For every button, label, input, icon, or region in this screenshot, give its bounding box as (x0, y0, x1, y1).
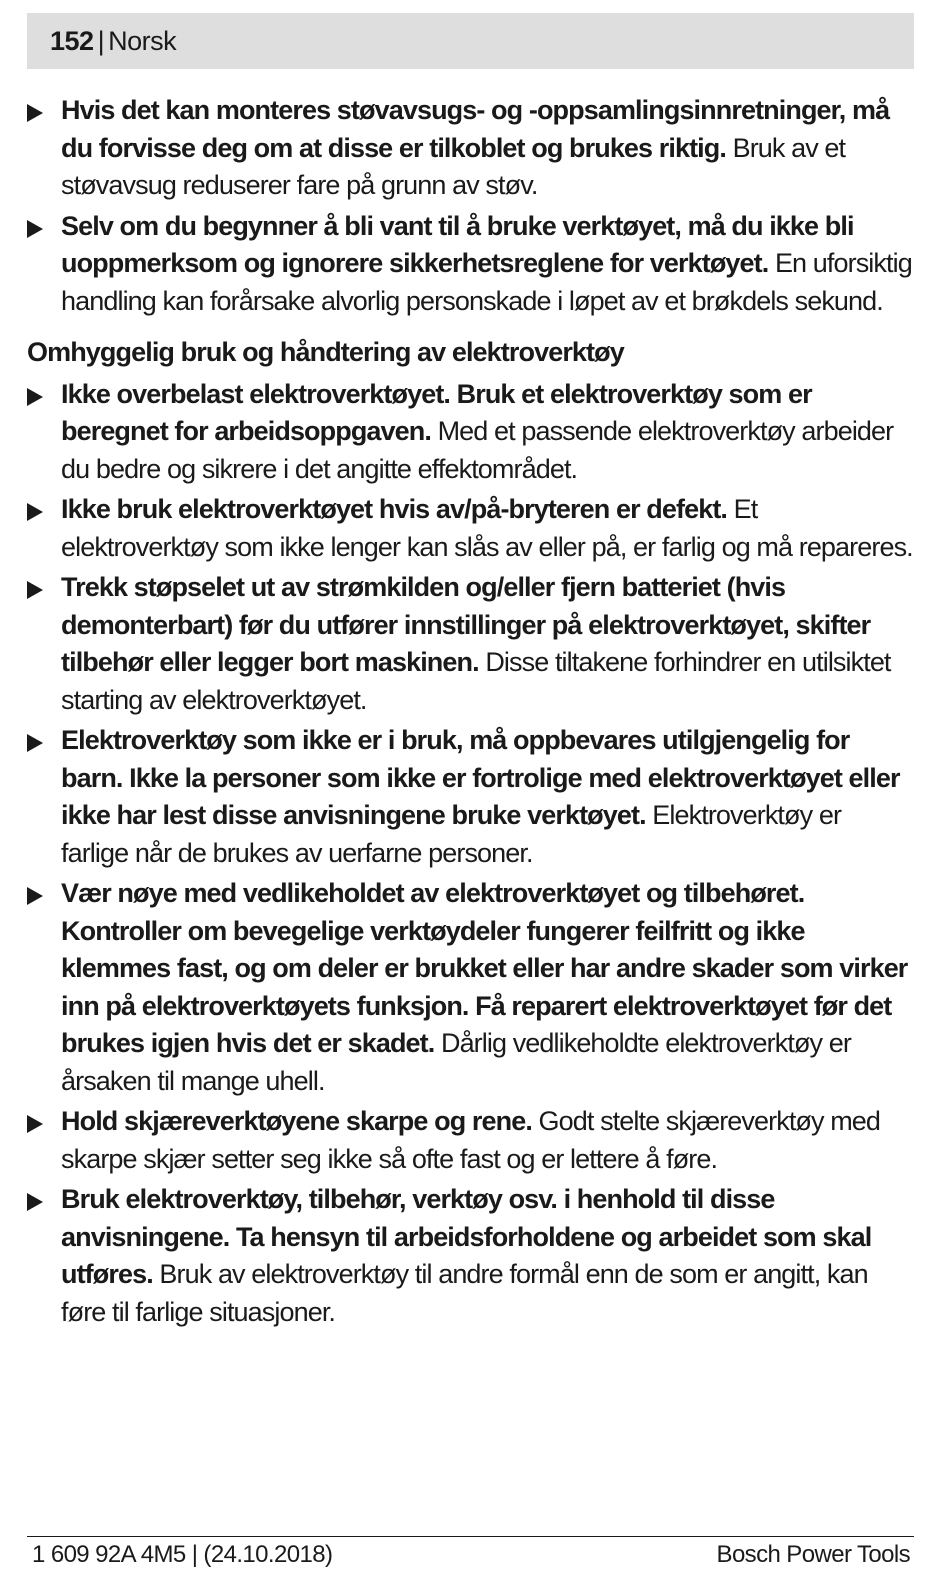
item-bold-text: Hold skjæreverktøyene skarpe og rene. (61, 1106, 532, 1136)
item-normal-text: Elektroverktøy er farlige når de brukes av uerfarne personer. (61, 800, 842, 868)
safety-item (27, 875, 914, 1100)
page-header (27, 13, 914, 69)
bullet-arrow-icon (27, 887, 43, 905)
safety-item (27, 208, 914, 321)
footer-divider (27, 1536, 914, 1537)
safety-item (27, 722, 914, 872)
item-bold-text: Bruk elektroverktøy, tilbehør, verktøy osv. i henhold til disse anvisningene. Ta hensyn til arbeidsforholdene og arbeidet som skal utføres. (61, 1184, 872, 1289)
bullet-arrow-icon (27, 1115, 43, 1133)
item-normal-text: Med et passende elektroverktøy arbeider du bedre og sikrere i det angitte effektområdet. (61, 416, 894, 484)
item-normal-text: Dårlig vedlikeholdte elektroverktøy er årsaken til mange uhell. (61, 1028, 851, 1096)
safety-item (27, 376, 914, 489)
item-normal-text: Bruk av et støvavsug reduserer fare på grunn av støv. (61, 132, 846, 200)
bullet-arrow-icon (27, 581, 43, 599)
item-normal-text: Bruk av elektroverktøy til andre formål enn de som er angitt, kan føre til farlige situasjoner. (61, 1259, 868, 1327)
safety-item (27, 569, 914, 719)
item-bold-text: Selv om du begynner å bli vant til å bruke verktøyet, må du ikke bli uoppmerksom og ignorere sikkerhetsreglene for verktøyet. (61, 210, 854, 278)
item-bold-text: Trekk støpselet ut av strømkilden og/eller fjern batteriet (hvis demonterbart) før du utfører innstillinger på elektroverktøyet, skifter tilbehør eller legger bort maskinen. (61, 572, 871, 677)
item-normal-text: Godt stelte skjæreverktøy med skarpe skjær setter seg ikke så ofte fast og er lettere å føre. (61, 1106, 881, 1174)
brand-name: Bosch Power Tools (716, 1541, 910, 1568)
bullet-arrow-icon (27, 388, 43, 406)
page-number: 152 (50, 25, 94, 56)
safety-item (27, 1103, 914, 1178)
safety-item (27, 491, 914, 566)
bullet-arrow-icon (27, 503, 43, 521)
item-bold-text: Ikke bruk elektroverktøyet hvis av/på-bryteren er defekt. (61, 494, 728, 524)
item-normal-text: En uforsiktig handling kan forårsake alvorlig personskade i løpet av et brøkdels sekund. (61, 248, 912, 316)
header-separator: | (97, 25, 105, 56)
page-footer (32, 1540, 910, 1570)
bullet-arrow-icon (27, 104, 43, 122)
item-bold-text: Ikke overbelast elektroverktøyet. Bruk et elektroverktøy som er beregnet for arbeidsoppgaven. (61, 378, 812, 446)
bullet-arrow-icon (27, 1193, 43, 1211)
item-bold-text: Vær nøye med vedlikeholdet av elektroverktøyet og tilbehøret. Kontroller om bevegelige verktøydeler fungerer feilfritt og ikke klemmes fast, og om deler er brukket eller har andre skader som virker inn på elektroverktøyets funksjon. Få reparert elektroverktøyet før det brukes igjen hvis det er skadet. (61, 878, 908, 1058)
item-normal-text: Disse tiltakene forhindrer en utilsiktet starting av elektroverktøyet. (61, 647, 891, 715)
language-label: Norsk (108, 25, 177, 56)
bullet-arrow-icon (27, 734, 43, 752)
section-heading: Omhyggelig bruk og håndtering av elektroverktøy (27, 337, 624, 367)
safety-item (27, 1181, 914, 1331)
document-id: 1 609 92A 4M5 | (24.10.2018) (32, 1541, 333, 1568)
bullet-arrow-icon (27, 220, 43, 238)
item-bold-text: Hvis det kan monteres støvavsugs- og -oppsamlingsinnretninger, må du forvisse deg om at disse er tilkoblet og brukes riktig. (61, 95, 890, 163)
safety-item (27, 92, 914, 205)
item-normal-text: Et elektroverktøy som ikke lenger kan slås av eller på, er farlig og må repareres. (61, 494, 913, 562)
item-bold-text: Elektroverktøy som ikke er i bruk, må oppbevares utilgjengelig for barn. Ikke la personer som ikke er fortrolige med elektroverktøyet eller ikke har lest disse anvisningene bruke verktøyet. (61, 725, 900, 830)
page-content (27, 92, 914, 1334)
